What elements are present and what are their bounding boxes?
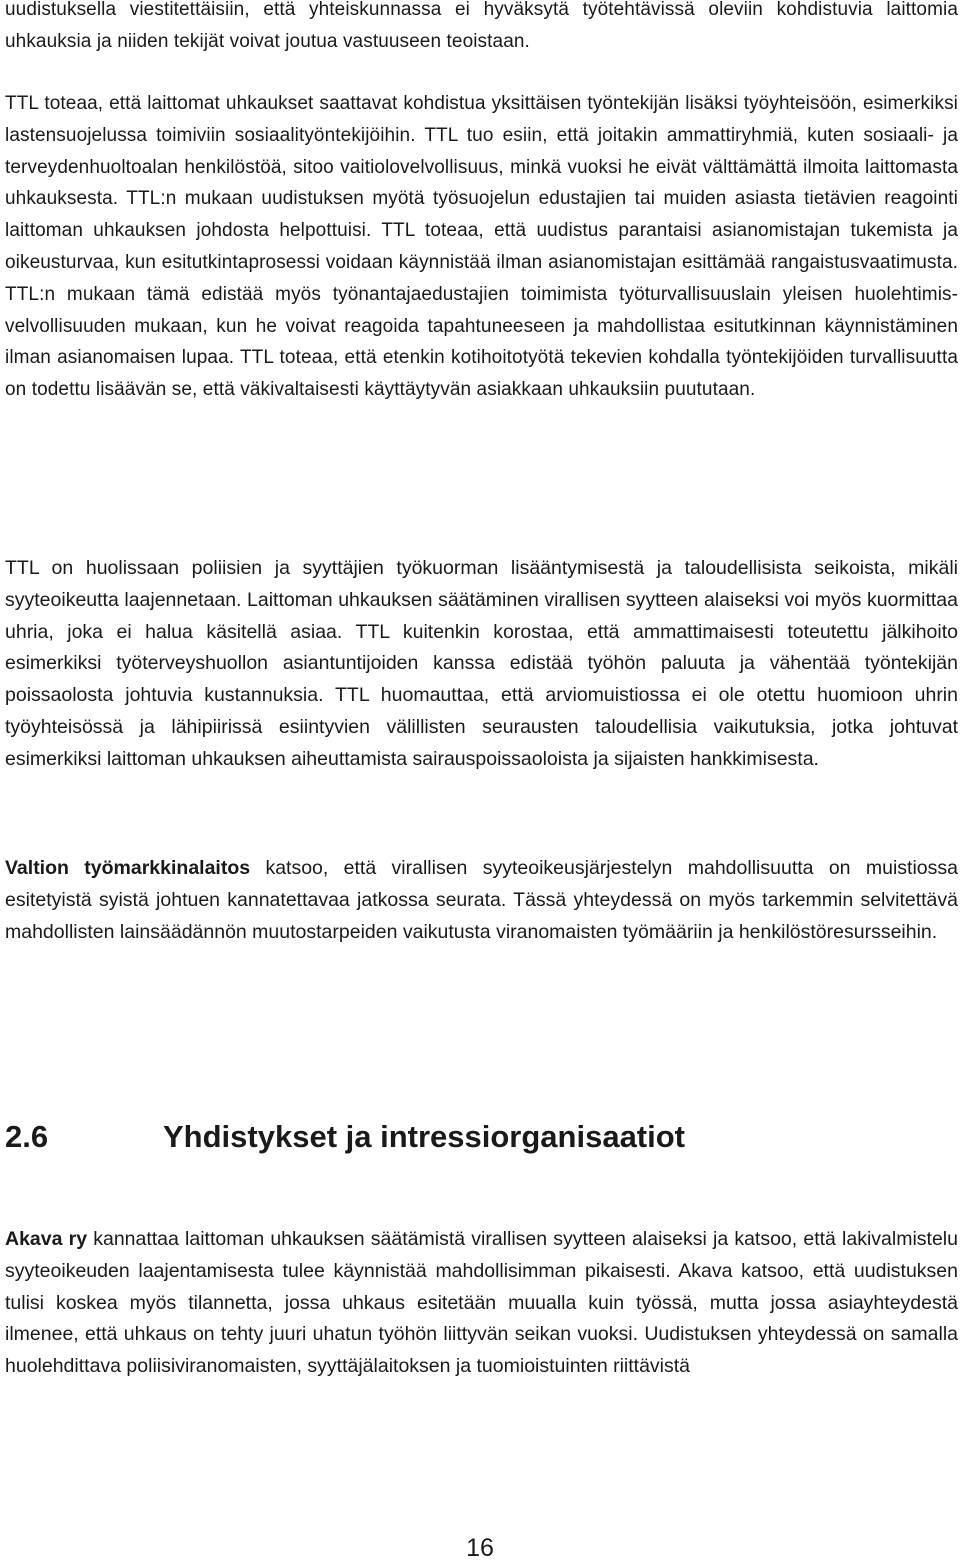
paragraph-text: katsoo, että virallisen syyteoikeusjärjestelyn mahdollisuutta on muistiossa esitetyistä syistä johtuen kannatettavaa jatkossa seurata. Tässä yhteydessä on myös tarkemmin selvitettävä mahdollisten lainsäädännön muutostarpeiden vaikutusta viranomaisten työmääriin ja henkilöstöresursseihin.	[5, 857, 958, 943]
section-number: 2.6	[5, 1119, 49, 1154]
page-number: 16	[466, 1534, 494, 1562]
paragraph-ttl-uhkaukset: TTL toteaa, että laittomat uhkaukset saattavat kohdistua yksittäisen työntekijän lisäksi työyhteisöön, esimerkiksi lastensuojelussa toimiviin sosiaalityöntekijöihin. TTL tuo esiin, että joitakin ammattiryhmiä, kuten sosiaali- ja terveydenhuoltoalan henkilöstöä, sitoo vaitiolovelvollisuus, minkä vuoksi he eivät välttämättä ilmoita laittomasta uhkauksesta. TTL:n mukaan uudistuksen myötä työsuojelun edustajien tai muiden asiasta tietävien reagointi laittoman uhkauksen johdosta helpottuisi. TTL toteaa, että uudistus parantaisi asianomistajan tukemista ja oikeusturvaa, kun esitutkintaprosessi voidaan käynnistää ilman asianomistajan esittämää rangaistusvaatimusta. TTL:n mukaan tämä edistää myös työnantajaedustajien toimimista työturvallisuuslain yleisen huolehtimisvelvollisuuden mukaan, kun he voivat reagoida tapahtuneeseen ja mahdollistaa esitutkinnan käynnistäminen ilman asianomaisen lupaa. TTL toteaa, että etenkin kotihoitotyötä tekevien kohdalla työntekijöiden turvallisuutta on todettu lisäävän se, että väkivaltaisesti käyttäytyvän asiakkaan uhkauksiin puututaan.	[5, 93, 958, 401]
organization-name: Akava ry	[5, 1228, 88, 1250]
section-title: Yhdistykset ja intressiorganisaatiot	[163, 1119, 686, 1154]
paragraph-uudistus: uudistuksella viestitettäisiin, että yhteiskunnassa ei hyväksytä työtehtävissä oleviin kohdistuvia laittomia uhkauksia ja niiden tekijät voivat joutua vastuuseen teoistaan.	[5, 0, 958, 52]
paragraph-akava	[5, 1224, 958, 1383]
paragraph-ttl-huolissaan: TTL on huolissaan poliisien ja syyttäjien työkuorman lisääntymisestä ja taloudellisista seikoista, mikäli syyteoikeutta laajennetaan. Laittoman uhkauksen säätäminen virallisen syytteen alaiseksi voi myös kuormittaa uhria, joka ei halua käsitellä asiaa. TTL kuitenkin korostaa, että ammattimaisesti toteutettu jälkihoito esimerkiksi työterveyshuollon asiantuntijoiden kanssa edistää työhön paluuta ja vähentää työntekijän poissaolosta johtuvia kustannuksia. TTL huomauttaa, että arviomuistiossa ei ole otettu huomioon uhrin työyhteisössä ja lähipiirissä esiintyvien välillisten seurausten taloudellisia vaikutuksia, jotka johtuvat esimerkiksi laittoman uhkauksen aiheuttamista sairauspoissaoloista ja sijaisten hankkimisesta.	[5, 557, 958, 770]
section-heading	[5, 1115, 945, 1159]
paragraph-text: kannattaa laittoman uhkauksen säätämistä virallisen syytteen alaiseksi ja katsoo, että lakivalmistelu syyteoikeuden laajentamisesta tulee käynnistää mahdollisimman pikaisesti. Akava katsoo, että uudistuksen tulisi koskea myös tilannetta, jossa uhkaus esitetään muualla kuin työssä, mutta jossa asiayhteydestä ilmenee, että uhkaus on tehty juuri uhatun työhön liittyvän seikan vuoksi. Uudistuksen yhteydessä on samalla huolehdittava poliisiviranomaisten, syyttäjälaitoksen ja tuomioistuinten riittävistä	[5, 1228, 958, 1378]
organization-name: Valtion työmarkkinalaitos	[5, 857, 251, 879]
paragraph-valtion-tyomarkkinalaitos	[5, 853, 958, 948]
